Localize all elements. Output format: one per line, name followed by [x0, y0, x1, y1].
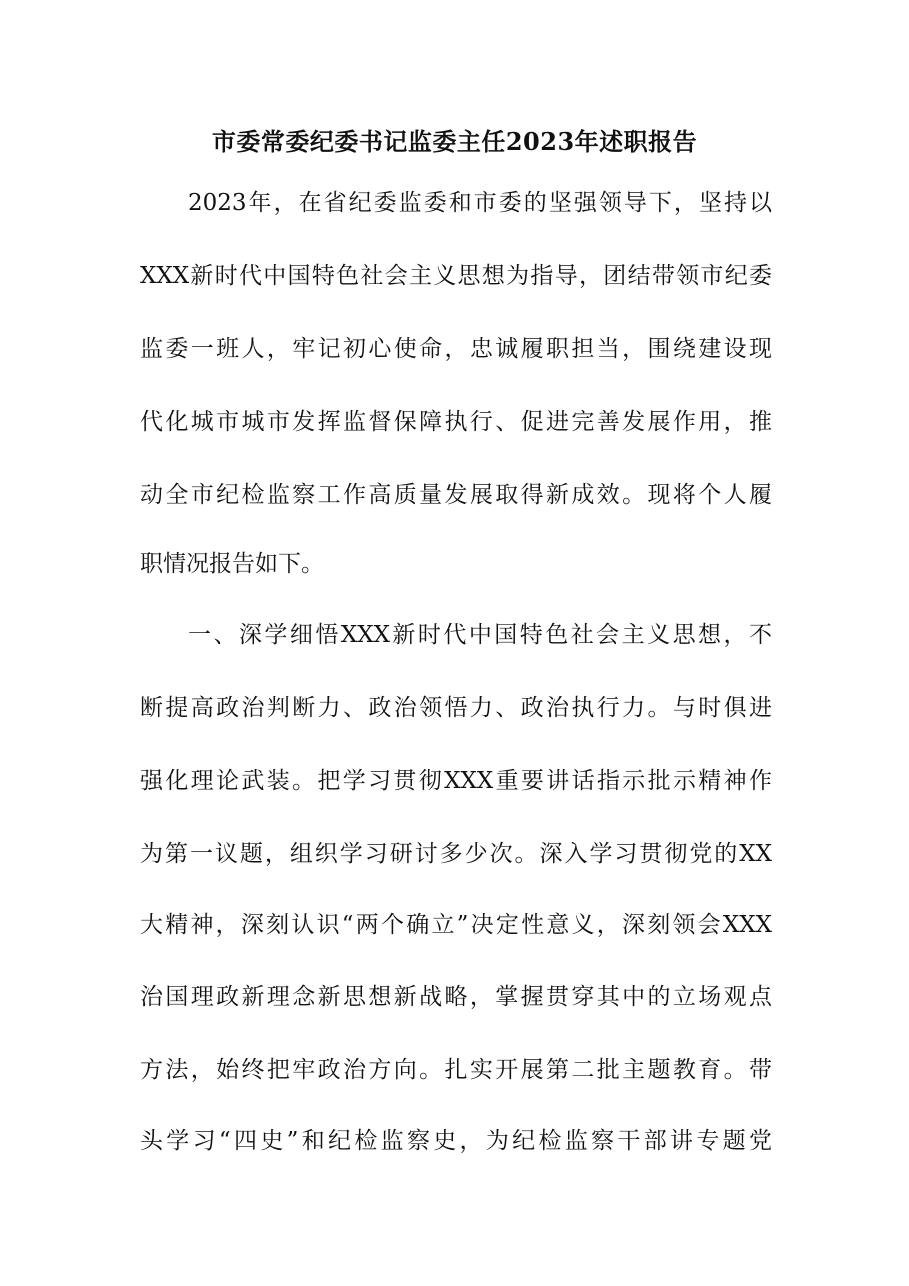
paragraph-2-line-2: 断提高政治判断力、政治领悟力、政治执行力。与时俱进	[140, 695, 772, 721]
paragraph-2-line-8: 头学习“四史”和纪检监察史，为纪检监察干部讲专题党	[140, 1128, 772, 1154]
paragraph-2-line-4: 为第一议题，组织学习研讨多少次。深入学习贯彻党的XX	[140, 841, 772, 867]
paragraph-1-line-2: XXX新时代中国特色社会主义思想为指导，团结带领市纪委	[140, 263, 772, 289]
paragraph-1-line-1: 2023年，在省纪委监委和市委的坚强领导下，坚持以	[188, 190, 772, 216]
paragraph-2-line-7: 方法，始终把牢政治方向。扎实开展第二批主题教育。带	[140, 1057, 772, 1083]
paragraph-2-line-1: 一、深学细悟XXX新时代中国特色社会主义思想，不	[188, 622, 772, 648]
paragraph-1-line-6: 职情况报告如下。	[140, 551, 324, 577]
paragraph-1-line-5: 动全市纪检监察工作高质量发展取得新成效。现将个人履	[140, 482, 772, 508]
paragraph-1-line-3: 监委一班人，牢记初心使命，忠诚履职担当，围绕建设现	[140, 336, 772, 362]
document-title: 市委常委纪委书记监委主任2023年述职报告	[211, 127, 698, 156]
paragraph-2-line-5: 大精神，深刻认识“两个确立”决定性意义，深刻领会XXX	[140, 912, 772, 938]
paragraph-1-line-4: 代化城市城市发挥监督保障执行、促进完善发展作用，推	[140, 409, 772, 435]
paragraph-2-line-3: 强化理论武装。把学习贯彻XXX重要讲话指示批示精神作	[140, 768, 772, 794]
paragraph-2-line-6: 治国理政新理念新思想新战略，掌握贯穿其中的立场观点	[140, 984, 772, 1010]
